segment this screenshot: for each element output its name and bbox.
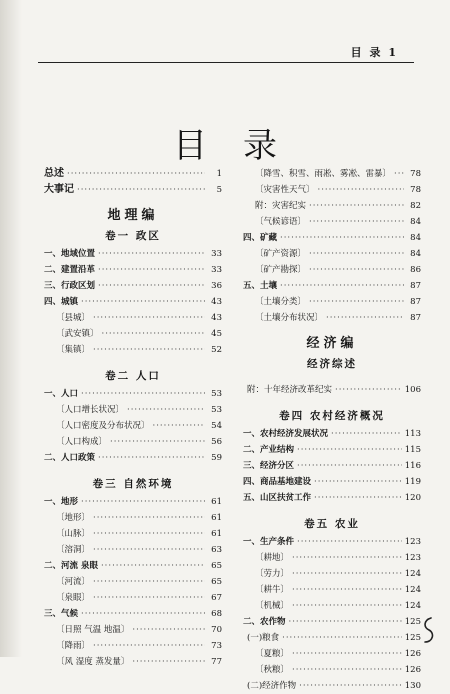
toc-entry-page: 124: [404, 569, 421, 579]
toc-entry-label: 一、人口: [44, 389, 79, 399]
toc-entry-label: 〔土壤分布状况〕: [255, 313, 324, 323]
toc-entry-label: 大事记: [44, 184, 74, 195]
toc-entry-label: 一、农村经济发展状况: [243, 429, 329, 439]
toc-entry-page: 63: [211, 545, 222, 555]
toc-leader-dots: [81, 494, 205, 510]
toc-entry-label: 〔人口构成〕: [56, 437, 108, 447]
toc-leader-dots: [98, 450, 205, 466]
toc-entry[interactable]: [44, 182, 222, 198]
toc-leader-dots: [280, 278, 404, 294]
toc-leader-dots: [297, 534, 402, 550]
toc-leader-dots: [318, 182, 404, 198]
toc-entry-page: 33: [211, 265, 222, 275]
toc-entry-label: 四、矿藏: [243, 233, 278, 243]
toc-entry-page: 125: [404, 633, 421, 643]
toc-leader-dots: [127, 402, 205, 418]
toc-leader-dots: [292, 582, 402, 598]
toc-entry[interactable]: [243, 534, 421, 550]
toc-entry[interactable]: [44, 574, 222, 590]
toc-leader-dots: [394, 166, 404, 182]
toc-leader-dots: [309, 262, 404, 278]
toc-entry[interactable]: [243, 230, 421, 246]
toc-entry[interactable]: [243, 442, 421, 458]
toc-section-heading: 经济综述: [307, 358, 357, 370]
toc-entry-label: 〔地形〕: [56, 513, 91, 523]
toc-entry-page: 84: [410, 249, 421, 259]
toc-leader-dots: [67, 166, 205, 182]
toc-entry-page: 53: [211, 389, 222, 399]
toc-section-heading: 地理编: [107, 208, 159, 223]
toc-entry-label: 〔矿产勘探〕: [255, 265, 307, 275]
toc-leader-dots: [77, 182, 205, 198]
toc-leader-dots: [326, 310, 404, 326]
toc-entry-page: 53: [211, 405, 222, 415]
toc-entry-page: 130: [404, 681, 421, 691]
toc-leader-dots: [81, 606, 205, 622]
toc-leader-dots: [81, 294, 205, 310]
toc-entry-page: 87: [410, 297, 421, 307]
toc-entry-label: 〔风 湿度 蒸发量〕: [56, 657, 130, 667]
toc-entry[interactable]: [243, 214, 421, 230]
toc-leader-dots: [93, 342, 205, 358]
toc-entry[interactable]: [243, 630, 421, 646]
running-header: 目 录 1: [350, 46, 398, 59]
toc-entry-page: 123: [404, 537, 421, 547]
page-title: 目录: [173, 126, 313, 166]
toc-entry-page: 33: [211, 249, 222, 259]
toc-entry[interactable]: [243, 678, 421, 694]
toc-entry-label: 〔土壤分类〕: [255, 297, 307, 307]
toc-gap: [44, 358, 222, 366]
toc-leader-dots: [93, 510, 205, 526]
toc-entry-page: 5: [216, 185, 222, 195]
toc-section-heading: 卷三 自然环境: [92, 478, 174, 490]
toc-entry[interactable]: [44, 326, 222, 342]
toc-leader-dots: [309, 214, 404, 230]
toc-entry-page: 45: [211, 329, 222, 339]
toc-leader-dots: [93, 574, 205, 590]
toc-entry-label: 一、地形: [44, 497, 79, 507]
toc-entry-label: 四、商品基地建设: [243, 477, 312, 487]
toc-entry-page: 43: [211, 313, 222, 323]
toc-section-heading: 卷五 农业: [304, 518, 360, 530]
toc-leader-dots: [93, 526, 205, 542]
toc-entry[interactable]: [243, 490, 421, 506]
toc-entry-page: 78: [410, 185, 421, 195]
toc-leader-dots: [297, 458, 402, 474]
handwritten-mark-icon: [420, 615, 438, 645]
toc-entry[interactable]: [44, 294, 222, 310]
toc-leader-dots: [98, 278, 205, 294]
toc-leader-dots: [292, 662, 402, 678]
toc-entry-page: 120: [404, 493, 421, 503]
toc-entry-label: 三、经济分区: [243, 461, 295, 471]
toc-entry[interactable]: [44, 542, 222, 558]
toc-entry-page: 115: [404, 445, 421, 455]
toc-entry-label: 〔气候谚语〕: [255, 217, 307, 227]
toc-entry-page: 124: [404, 585, 421, 595]
toc-right-column: [243, 166, 421, 694]
toc-entry-label: 二、农作物: [243, 617, 286, 627]
toc-entry-label: 三、气候: [44, 609, 79, 619]
toc-entry[interactable]: [243, 278, 421, 294]
toc-gap: [243, 398, 421, 406]
toc-entry-label: 〔秋粮〕: [255, 665, 290, 675]
toc-entry[interactable]: [44, 402, 222, 418]
toc-entry-label: 〔河流〕: [56, 577, 91, 587]
toc-leader-dots: [101, 558, 205, 574]
toc-entry[interactable]: [44, 278, 222, 294]
toc-entry[interactable]: [243, 246, 421, 262]
toc-entry[interactable]: [44, 166, 222, 182]
toc-entry-label: 四、城镇: [44, 297, 79, 307]
toc-leader-dots: [297, 442, 402, 458]
toc-entry-label: 一、地域位置: [44, 249, 96, 259]
toc-leader-dots: [153, 418, 205, 434]
toc-leader-dots: [292, 646, 402, 662]
toc-section-heading: 经济编: [306, 336, 358, 351]
toc-entry-label: 〔县城〕: [56, 313, 91, 323]
toc-entry[interactable]: [44, 622, 222, 638]
toc-entry-label: 〔降雪、积雪、雨凇、雾凇、雷暴〕: [255, 169, 392, 179]
toc-leader-dots: [292, 566, 402, 582]
toc-leader-dots: [102, 326, 205, 342]
toc-entry[interactable]: [243, 294, 421, 310]
toc-entry-label: 附：灾害纪实: [255, 201, 307, 211]
toc-entry[interactable]: [243, 566, 421, 582]
toc-entry[interactable]: [243, 382, 421, 398]
toc-entry-label: 三、行政区划: [44, 281, 96, 291]
toc-leader-dots: [331, 426, 402, 442]
toc-entry[interactable]: [243, 662, 421, 678]
toc-entry[interactable]: [243, 458, 421, 474]
toc-entry[interactable]: [243, 550, 421, 566]
toc-leader-dots: [98, 246, 205, 262]
toc-entry-page: 67: [211, 593, 222, 603]
toc-entry-label: 〔灾害性天气〕: [255, 185, 315, 195]
page-edge-shadow: [0, 0, 22, 657]
toc-entry-label: 〔山脉〕: [56, 529, 91, 539]
toc-leader-dots: [280, 230, 404, 246]
toc-entry-page: 68: [211, 609, 222, 619]
toc-entry-page: 73: [211, 641, 222, 651]
toc-leader-dots: [93, 310, 205, 326]
toc-entry[interactable]: [243, 166, 421, 182]
toc-section-heading: 卷一 政区: [105, 230, 161, 242]
toc-entry[interactable]: [44, 526, 222, 542]
toc-entry-page: 70: [211, 625, 222, 635]
toc-entry-page: 124: [404, 601, 421, 611]
toc-entry[interactable]: [44, 246, 222, 262]
toc-entry-label: 〔机械〕: [255, 601, 290, 611]
toc-entry-page: 61: [211, 513, 222, 523]
toc-entry-label: 一、生产条件: [243, 537, 295, 547]
toc-leader-dots: [309, 246, 404, 262]
toc-entry-page: 61: [211, 497, 222, 507]
toc-entry-label: 〔矿产资源〕: [255, 249, 307, 259]
toc-entry-page: 84: [410, 217, 421, 227]
toc-entry-page: 87: [410, 281, 421, 291]
toc-entry[interactable]: [44, 450, 222, 466]
toc-entry-label: 总述: [44, 168, 64, 179]
toc-leader-dots: [289, 614, 402, 630]
toc-entry-page: 113: [404, 429, 421, 439]
toc-entry[interactable]: [243, 582, 421, 598]
header-rule: [38, 62, 414, 63]
toc-entry[interactable]: [243, 426, 421, 442]
toc-entry[interactable]: [243, 182, 421, 198]
toc-leader-dots: [314, 490, 402, 506]
toc-entry-label: 二、建置沿革: [44, 265, 96, 275]
toc-entry-page: 82: [410, 201, 421, 211]
toc-entry-label: 附：十年经济改革纪实: [247, 385, 333, 395]
toc-leader-dots: [282, 630, 402, 646]
toc-entry-label: 〔集镇〕: [56, 345, 91, 355]
toc-entry-label: 〔武安镇〕: [56, 329, 99, 339]
toc-entry-label: 二、人口政策: [44, 453, 96, 463]
toc-entry-page: 125: [404, 617, 421, 627]
toc-gap: [243, 326, 421, 334]
toc-entry-page: 119: [404, 477, 421, 487]
toc-entry[interactable]: [44, 510, 222, 526]
toc-entry-page: 77: [211, 657, 222, 667]
toc-entry-page: 61: [211, 529, 222, 539]
toc-entry-page: 106: [404, 385, 421, 395]
toc-entry-page: 59: [211, 453, 222, 463]
toc-section-heading: 卷二 人口: [105, 370, 161, 382]
toc-entry[interactable]: [243, 614, 421, 630]
toc-entry-page: 126: [404, 649, 421, 659]
toc-entry-label: 〔泉眼〕: [56, 593, 91, 603]
toc-entry-label: 二、河流 泉眼: [44, 561, 98, 571]
toc-entry[interactable]: [44, 434, 222, 450]
toc-entry[interactable]: [243, 474, 421, 490]
toc-entry-page: 54: [211, 421, 222, 431]
toc-entry-page: 52: [211, 345, 222, 355]
toc-entry-page: 1: [216, 169, 222, 179]
toc-entry-label: 五、土壤: [243, 281, 278, 291]
toc-entry-label: 〔劳力〕: [255, 569, 290, 579]
toc-leader-dots: [93, 542, 205, 558]
toc-entry-label: 〔溶洞〕: [56, 545, 91, 555]
toc-entry[interactable]: [44, 310, 222, 326]
toc-entry-page: 84: [410, 233, 421, 243]
toc-entry-page: 65: [211, 561, 222, 571]
toc-leader-dots: [309, 294, 404, 310]
toc-entry[interactable]: [44, 418, 222, 434]
toc-leader-dots: [292, 550, 402, 566]
toc-entry[interactable]: [243, 646, 421, 662]
toc-section-heading: 卷四 农村经济概况: [279, 410, 385, 422]
toc-entry[interactable]: [44, 606, 222, 622]
toc-entry-page: 56: [211, 437, 222, 447]
toc-entry[interactable]: [44, 494, 222, 510]
toc-entry-page: 126: [404, 665, 421, 675]
toc-leader-dots: [335, 382, 402, 398]
toc-entry-page: 123: [404, 553, 421, 563]
toc-leader-dots: [314, 474, 402, 490]
toc-entry-label: 〔夏粮〕: [255, 649, 290, 659]
toc-gap: [44, 198, 222, 206]
toc-leader-dots: [299, 678, 402, 694]
toc-entry[interactable]: [44, 342, 222, 358]
toc-entry-label: 〔人口增长状况〕: [56, 405, 125, 415]
toc-entry-page: 65: [211, 577, 222, 587]
toc-entry-page: 43: [211, 297, 222, 307]
toc-entry[interactable]: [44, 386, 222, 402]
toc-leader-dots: [98, 262, 205, 278]
toc-entry-page: 87: [410, 313, 421, 323]
toc-entry-label: 〔降雨〕: [56, 641, 91, 651]
toc-leader-dots: [292, 598, 402, 614]
toc-entry[interactable]: [44, 558, 222, 574]
toc-leader-dots: [309, 198, 404, 214]
toc-entry-page: 116: [404, 461, 421, 471]
toc-entry-label: 〔日照 气温 地温〕: [56, 625, 130, 635]
toc-left-column: [44, 166, 222, 670]
toc-entry-label: 二、产业结构: [243, 445, 295, 455]
toc-entry-label: (二)经济作物: [247, 681, 297, 691]
toc-entry[interactable]: [44, 590, 222, 606]
toc-gap: [44, 466, 222, 474]
toc-entry[interactable]: [44, 654, 222, 670]
toc-entry-label: (一)粮食: [247, 633, 280, 643]
toc-entry[interactable]: [243, 310, 421, 326]
toc-leader-dots: [93, 638, 205, 654]
toc-entry-label: 〔耕牛〕: [255, 585, 290, 595]
toc-entry-page: 78: [410, 169, 421, 179]
toc-entry[interactable]: [44, 262, 222, 278]
toc-leader-dots: [132, 654, 205, 670]
toc-leader-dots: [110, 434, 205, 450]
toc-entry-page: 86: [410, 265, 421, 275]
toc-entry[interactable]: [243, 198, 421, 214]
toc-entry[interactable]: [243, 598, 421, 614]
toc-entry[interactable]: [243, 262, 421, 278]
toc-gap: [243, 374, 421, 382]
toc-leader-dots: [132, 622, 205, 638]
toc-entry-label: 〔人口密度及分布状况〕: [56, 421, 150, 431]
toc-gap: [243, 506, 421, 514]
toc-leader-dots: [93, 590, 205, 606]
toc-entry-label: 〔耕地〕: [255, 553, 290, 563]
toc-entry-page: 36: [211, 281, 222, 291]
toc-entry-label: 五、山区扶贫工作: [243, 493, 312, 503]
toc-entry[interactable]: [44, 638, 222, 654]
toc-leader-dots: [81, 386, 205, 402]
